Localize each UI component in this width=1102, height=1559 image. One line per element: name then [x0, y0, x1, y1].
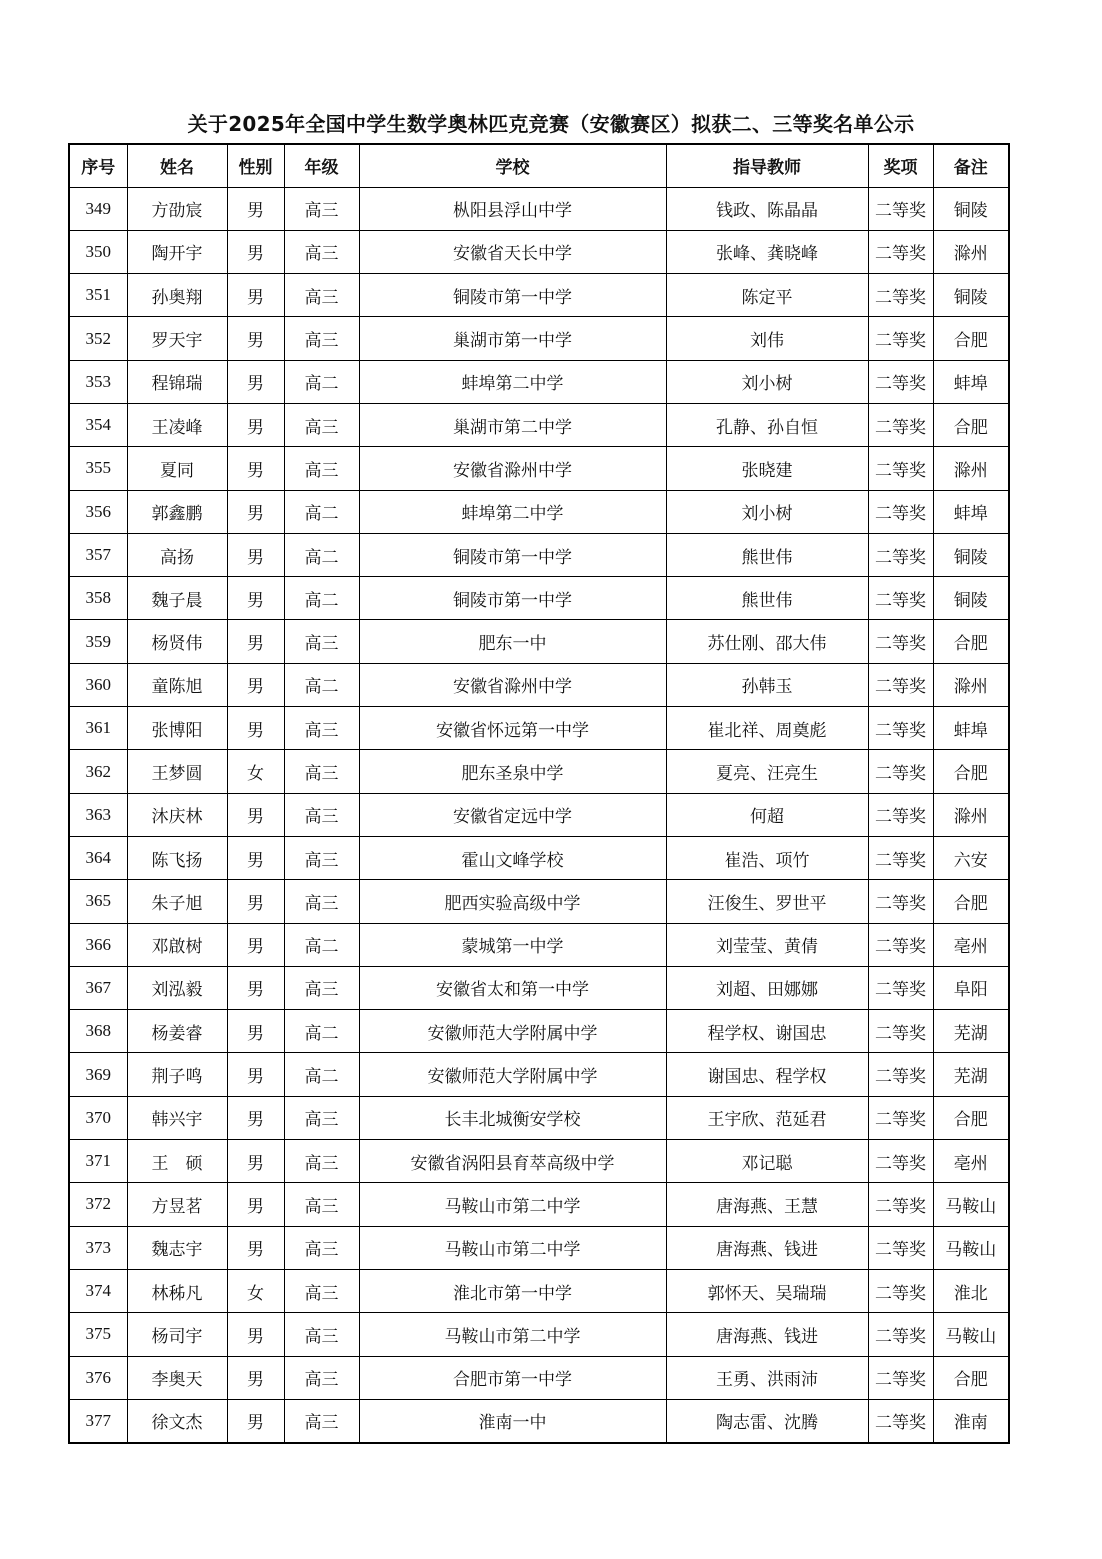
table-row	[69, 966, 1009, 1009]
table-row	[69, 1010, 1009, 1053]
cell-grade: 高三	[284, 1226, 359, 1269]
cell-name: 沐庆林	[127, 793, 227, 836]
cell-grade: 高三	[284, 403, 359, 446]
cell-grade: 高三	[284, 1399, 359, 1442]
cell-name: 魏子晨	[127, 577, 227, 620]
cell-grade: 高三	[284, 707, 359, 750]
cell-serial: 376	[69, 1356, 127, 1399]
cell-serial: 361	[69, 707, 127, 750]
table-row	[69, 1399, 1009, 1442]
header-name: 姓名	[127, 144, 227, 187]
cell-name: 魏志宇	[127, 1226, 227, 1269]
cell-school: 铜陵市第一中学	[359, 533, 666, 576]
cell-teacher: 谢国忠、程学权	[666, 1053, 868, 1096]
cell-remark: 合肥	[933, 1096, 1009, 1139]
cell-teacher: 陶志雷、沈腾	[666, 1399, 868, 1442]
cell-serial: 358	[69, 577, 127, 620]
cell-teacher: 崔北祥、周奠彪	[666, 707, 868, 750]
cell-school: 安徽省滁州中学	[359, 447, 666, 490]
cell-school: 铜陵市第一中学	[359, 274, 666, 317]
cell-gender: 男	[227, 1010, 284, 1053]
cell-grade: 高三	[284, 880, 359, 923]
cell-remark: 马鞍山	[933, 1183, 1009, 1226]
cell-remark: 合肥	[933, 750, 1009, 793]
cell-name: 方劭宸	[127, 187, 227, 230]
table-row	[69, 923, 1009, 966]
cell-remark: 阜阳	[933, 966, 1009, 1009]
cell-serial: 349	[69, 187, 127, 230]
cell-name: 邓啟树	[127, 923, 227, 966]
cell-name: 杨司宇	[127, 1313, 227, 1356]
cell-teacher: 唐海燕、钱进	[666, 1313, 868, 1356]
cell-grade: 高三	[284, 187, 359, 230]
cell-gender: 男	[227, 274, 284, 317]
cell-teacher: 程学权、谢国忠	[666, 1010, 868, 1053]
cell-name: 童陈旭	[127, 663, 227, 706]
cell-name: 刘泓毅	[127, 966, 227, 1009]
cell-grade: 高三	[284, 274, 359, 317]
cell-award: 二等奖	[868, 187, 933, 230]
cell-award: 二等奖	[868, 1140, 933, 1183]
cell-teacher: 邓记聪	[666, 1140, 868, 1183]
cell-award: 二等奖	[868, 360, 933, 403]
cell-serial: 360	[69, 663, 127, 706]
cell-gender: 男	[227, 577, 284, 620]
cell-award: 二等奖	[868, 1053, 933, 1096]
table-row	[69, 187, 1009, 230]
table-row	[69, 1140, 1009, 1183]
cell-teacher: 何超	[666, 793, 868, 836]
cell-remark: 滁州	[933, 793, 1009, 836]
cell-name: 王梦圆	[127, 750, 227, 793]
cell-name: 孙奥翔	[127, 274, 227, 317]
cell-serial: 355	[69, 447, 127, 490]
cell-remark: 铜陵	[933, 187, 1009, 230]
cell-gender: 男	[227, 1053, 284, 1096]
table-row	[69, 793, 1009, 836]
cell-grade: 高二	[284, 490, 359, 533]
cell-remark: 蚌埠	[933, 360, 1009, 403]
cell-teacher: 王宇欣、范延君	[666, 1096, 868, 1139]
cell-teacher: 钱政、陈晶晶	[666, 187, 868, 230]
cell-name: 王 硕	[127, 1140, 227, 1183]
cell-remark: 芜湖	[933, 1053, 1009, 1096]
cell-school: 马鞍山市第二中学	[359, 1313, 666, 1356]
cell-school: 肥东圣泉中学	[359, 750, 666, 793]
cell-gender: 男	[227, 360, 284, 403]
cell-school: 蚌埠第二中学	[359, 360, 666, 403]
cell-serial: 351	[69, 274, 127, 317]
table-row	[69, 403, 1009, 446]
cell-school: 长丰北城衡安学校	[359, 1096, 666, 1139]
cell-school: 安徽省太和第一中学	[359, 966, 666, 1009]
cell-award: 二等奖	[868, 620, 933, 663]
document-title: 关于2025年全国中学生数学奥林匹克竞赛（安徽赛区）拟获二、三等奖名单公示	[187, 112, 915, 136]
cell-grade: 高三	[284, 1096, 359, 1139]
cell-gender: 男	[227, 663, 284, 706]
table-row	[69, 750, 1009, 793]
cell-name: 夏同	[127, 447, 227, 490]
cell-name: 韩兴宇	[127, 1096, 227, 1139]
table-row	[69, 1356, 1009, 1399]
cell-name: 陈飞扬	[127, 836, 227, 879]
cell-teacher: 刘超、田娜娜	[666, 966, 868, 1009]
cell-remark: 淮南	[933, 1399, 1009, 1442]
cell-teacher: 孙韩玉	[666, 663, 868, 706]
cell-name: 杨姜睿	[127, 1010, 227, 1053]
table-row	[69, 880, 1009, 923]
cell-gender: 男	[227, 966, 284, 1009]
cell-award: 二等奖	[868, 793, 933, 836]
cell-grade: 高二	[284, 1010, 359, 1053]
cell-grade: 高三	[284, 1356, 359, 1399]
cell-serial: 367	[69, 966, 127, 1009]
cell-gender: 女	[227, 1269, 284, 1312]
cell-gender: 男	[227, 1226, 284, 1269]
table-row	[69, 490, 1009, 533]
cell-gender: 男	[227, 1096, 284, 1139]
cell-gender: 男	[227, 1356, 284, 1399]
cell-gender: 男	[227, 923, 284, 966]
cell-award: 二等奖	[868, 1183, 933, 1226]
cell-grade: 高三	[284, 1183, 359, 1226]
cell-teacher: 崔浩、项竹	[666, 836, 868, 879]
cell-serial: 372	[69, 1183, 127, 1226]
cell-teacher: 熊世伟	[666, 577, 868, 620]
cell-serial: 375	[69, 1313, 127, 1356]
cell-serial: 374	[69, 1269, 127, 1312]
cell-name: 罗天宇	[127, 317, 227, 360]
table-row	[69, 1226, 1009, 1269]
cell-school: 巢湖市第一中学	[359, 317, 666, 360]
header-remark: 备注	[933, 144, 1009, 187]
cell-serial: 363	[69, 793, 127, 836]
header-grade: 年级	[284, 144, 359, 187]
cell-school: 蚌埠第二中学	[359, 490, 666, 533]
cell-school: 安徽省定远中学	[359, 793, 666, 836]
table-body	[69, 187, 1009, 1443]
cell-remark: 铜陵	[933, 274, 1009, 317]
cell-award: 二等奖	[868, 490, 933, 533]
cell-grade: 高三	[284, 317, 359, 360]
cell-remark: 滁州	[933, 663, 1009, 706]
cell-serial: 373	[69, 1226, 127, 1269]
cell-remark: 芜湖	[933, 1010, 1009, 1053]
cell-school: 马鞍山市第二中学	[359, 1183, 666, 1226]
cell-serial: 371	[69, 1140, 127, 1183]
cell-serial: 353	[69, 360, 127, 403]
cell-award: 二等奖	[868, 533, 933, 576]
table-row	[69, 1269, 1009, 1312]
cell-remark: 合肥	[933, 1356, 1009, 1399]
cell-teacher: 夏亮、汪亮生	[666, 750, 868, 793]
cell-teacher: 唐海燕、钱进	[666, 1226, 868, 1269]
cell-gender: 男	[227, 1140, 284, 1183]
cell-school: 肥东一中	[359, 620, 666, 663]
table-row	[69, 317, 1009, 360]
table-row	[69, 447, 1009, 490]
cell-serial: 350	[69, 230, 127, 273]
cell-award: 二等奖	[868, 577, 933, 620]
table-row	[69, 663, 1009, 706]
cell-gender: 男	[227, 836, 284, 879]
cell-award: 二等奖	[868, 966, 933, 1009]
award-list-table	[68, 143, 1010, 1444]
cell-name: 杨贤伟	[127, 620, 227, 663]
cell-remark: 马鞍山	[933, 1226, 1009, 1269]
cell-teacher: 刘莹莹、黄倩	[666, 923, 868, 966]
header-gender: 性别	[227, 144, 284, 187]
cell-school: 安徽省怀远第一中学	[359, 707, 666, 750]
table-row	[69, 577, 1009, 620]
cell-school: 安徽省滁州中学	[359, 663, 666, 706]
cell-grade: 高三	[284, 750, 359, 793]
table-row	[69, 1183, 1009, 1226]
cell-grade: 高二	[284, 533, 359, 576]
table-row	[69, 1096, 1009, 1139]
cell-name: 荆子鸣	[127, 1053, 227, 1096]
cell-gender: 男	[227, 187, 284, 230]
cell-school: 安徽师范大学附属中学	[359, 1010, 666, 1053]
header-serial: 序号	[69, 144, 127, 187]
table-row	[69, 1053, 1009, 1096]
cell-remark: 六安	[933, 836, 1009, 879]
cell-award: 二等奖	[868, 1010, 933, 1053]
cell-serial: 359	[69, 620, 127, 663]
cell-school: 安徽省天长中学	[359, 230, 666, 273]
cell-gender: 男	[227, 1183, 284, 1226]
cell-remark: 蚌埠	[933, 490, 1009, 533]
cell-award: 二等奖	[868, 1399, 933, 1442]
table-row	[69, 230, 1009, 273]
cell-remark: 合肥	[933, 620, 1009, 663]
cell-school: 霍山文峰学校	[359, 836, 666, 879]
cell-award: 二等奖	[868, 403, 933, 446]
table-row	[69, 274, 1009, 317]
cell-grade: 高三	[284, 230, 359, 273]
cell-award: 二等奖	[868, 447, 933, 490]
cell-teacher: 王勇、洪雨沛	[666, 1356, 868, 1399]
cell-award: 二等奖	[868, 707, 933, 750]
cell-teacher: 孔静、孙自恒	[666, 403, 868, 446]
cell-school: 巢湖市第二中学	[359, 403, 666, 446]
cell-gender: 男	[227, 230, 284, 273]
cell-grade: 高二	[284, 923, 359, 966]
cell-name: 高扬	[127, 533, 227, 576]
cell-award: 二等奖	[868, 274, 933, 317]
cell-school: 淮南一中	[359, 1399, 666, 1442]
cell-school: 枞阳县浮山中学	[359, 187, 666, 230]
cell-grade: 高三	[284, 1269, 359, 1312]
cell-school: 马鞍山市第二中学	[359, 1226, 666, 1269]
cell-name: 陶开宇	[127, 230, 227, 273]
cell-grade: 高二	[284, 360, 359, 403]
cell-teacher: 苏仕刚、邵大伟	[666, 620, 868, 663]
cell-grade: 高三	[284, 836, 359, 879]
cell-serial: 368	[69, 1010, 127, 1053]
cell-grade: 高二	[284, 663, 359, 706]
cell-gender: 男	[227, 447, 284, 490]
cell-gender: 男	[227, 317, 284, 360]
cell-award: 二等奖	[868, 750, 933, 793]
cell-school: 铜陵市第一中学	[359, 577, 666, 620]
cell-name: 王凌峰	[127, 403, 227, 446]
cell-gender: 女	[227, 750, 284, 793]
cell-serial: 354	[69, 403, 127, 446]
cell-grade: 高三	[284, 1140, 359, 1183]
cell-grade: 高三	[284, 620, 359, 663]
cell-gender: 男	[227, 403, 284, 446]
cell-gender: 男	[227, 533, 284, 576]
cell-name: 张博阳	[127, 707, 227, 750]
table-row	[69, 620, 1009, 663]
cell-teacher: 刘小树	[666, 360, 868, 403]
table-row	[69, 1313, 1009, 1356]
cell-school: 安徽省涡阳县育萃高级中学	[359, 1140, 666, 1183]
table-row	[69, 533, 1009, 576]
header-teacher: 指导教师	[666, 144, 868, 187]
cell-name: 朱子旭	[127, 880, 227, 923]
cell-remark: 淮北	[933, 1269, 1009, 1312]
cell-school: 安徽师范大学附属中学	[359, 1053, 666, 1096]
cell-award: 二等奖	[868, 1269, 933, 1312]
cell-teacher: 张峰、龚晓峰	[666, 230, 868, 273]
cell-gender: 男	[227, 1313, 284, 1356]
cell-award: 二等奖	[868, 230, 933, 273]
cell-teacher: 陈定平	[666, 274, 868, 317]
cell-teacher: 熊世伟	[666, 533, 868, 576]
cell-remark: 滁州	[933, 447, 1009, 490]
table-header-row	[69, 144, 1009, 187]
cell-award: 二等奖	[868, 1226, 933, 1269]
cell-serial: 366	[69, 923, 127, 966]
cell-serial: 377	[69, 1399, 127, 1442]
cell-school: 肥西实验高级中学	[359, 880, 666, 923]
cell-school: 合肥市第一中学	[359, 1356, 666, 1399]
cell-remark: 合肥	[933, 403, 1009, 446]
cell-teacher: 汪俊生、罗世平	[666, 880, 868, 923]
cell-serial: 362	[69, 750, 127, 793]
header-school: 学校	[359, 144, 666, 187]
cell-remark: 滁州	[933, 230, 1009, 273]
cell-serial: 364	[69, 836, 127, 879]
cell-remark: 蚌埠	[933, 707, 1009, 750]
cell-award: 二等奖	[868, 1356, 933, 1399]
cell-grade: 高三	[284, 447, 359, 490]
cell-gender: 男	[227, 1399, 284, 1442]
cell-teacher: 郭怀天、吴瑞瑞	[666, 1269, 868, 1312]
cell-serial: 356	[69, 490, 127, 533]
cell-remark: 铜陵	[933, 577, 1009, 620]
cell-school: 淮北市第一中学	[359, 1269, 666, 1312]
cell-gender: 男	[227, 880, 284, 923]
cell-award: 二等奖	[868, 923, 933, 966]
cell-school: 蒙城第一中学	[359, 923, 666, 966]
cell-award: 二等奖	[868, 836, 933, 879]
cell-grade: 高三	[284, 1313, 359, 1356]
cell-gender: 男	[227, 490, 284, 533]
cell-serial: 370	[69, 1096, 127, 1139]
cell-grade: 高二	[284, 577, 359, 620]
cell-remark: 亳州	[933, 923, 1009, 966]
table-row	[69, 707, 1009, 750]
cell-name: 李奥天	[127, 1356, 227, 1399]
cell-name: 方昱茗	[127, 1183, 227, 1226]
cell-gender: 男	[227, 707, 284, 750]
cell-award: 二等奖	[868, 1313, 933, 1356]
cell-award: 二等奖	[868, 880, 933, 923]
cell-teacher: 张晓建	[666, 447, 868, 490]
cell-award: 二等奖	[868, 1096, 933, 1139]
cell-name: 程锦瑞	[127, 360, 227, 403]
cell-teacher: 刘伟	[666, 317, 868, 360]
cell-name: 徐文杰	[127, 1399, 227, 1442]
table-row	[69, 360, 1009, 403]
cell-name: 郭鑫鹏	[127, 490, 227, 533]
cell-remark: 马鞍山	[933, 1313, 1009, 1356]
cell-remark: 合肥	[933, 880, 1009, 923]
cell-remark: 亳州	[933, 1140, 1009, 1183]
cell-gender: 男	[227, 793, 284, 836]
cell-grade: 高二	[284, 1053, 359, 1096]
table-row	[69, 836, 1009, 879]
cell-remark: 铜陵	[933, 533, 1009, 576]
cell-serial: 369	[69, 1053, 127, 1096]
header-award: 奖项	[868, 144, 933, 187]
cell-grade: 高三	[284, 793, 359, 836]
cell-award: 二等奖	[868, 663, 933, 706]
cell-serial: 357	[69, 533, 127, 576]
cell-gender: 男	[227, 620, 284, 663]
cell-teacher: 刘小树	[666, 490, 868, 533]
cell-award: 二等奖	[868, 317, 933, 360]
cell-serial: 365	[69, 880, 127, 923]
cell-teacher: 唐海燕、王慧	[666, 1183, 868, 1226]
cell-remark: 合肥	[933, 317, 1009, 360]
cell-serial: 352	[69, 317, 127, 360]
cell-grade: 高三	[284, 966, 359, 1009]
cell-name: 林秭凡	[127, 1269, 227, 1312]
